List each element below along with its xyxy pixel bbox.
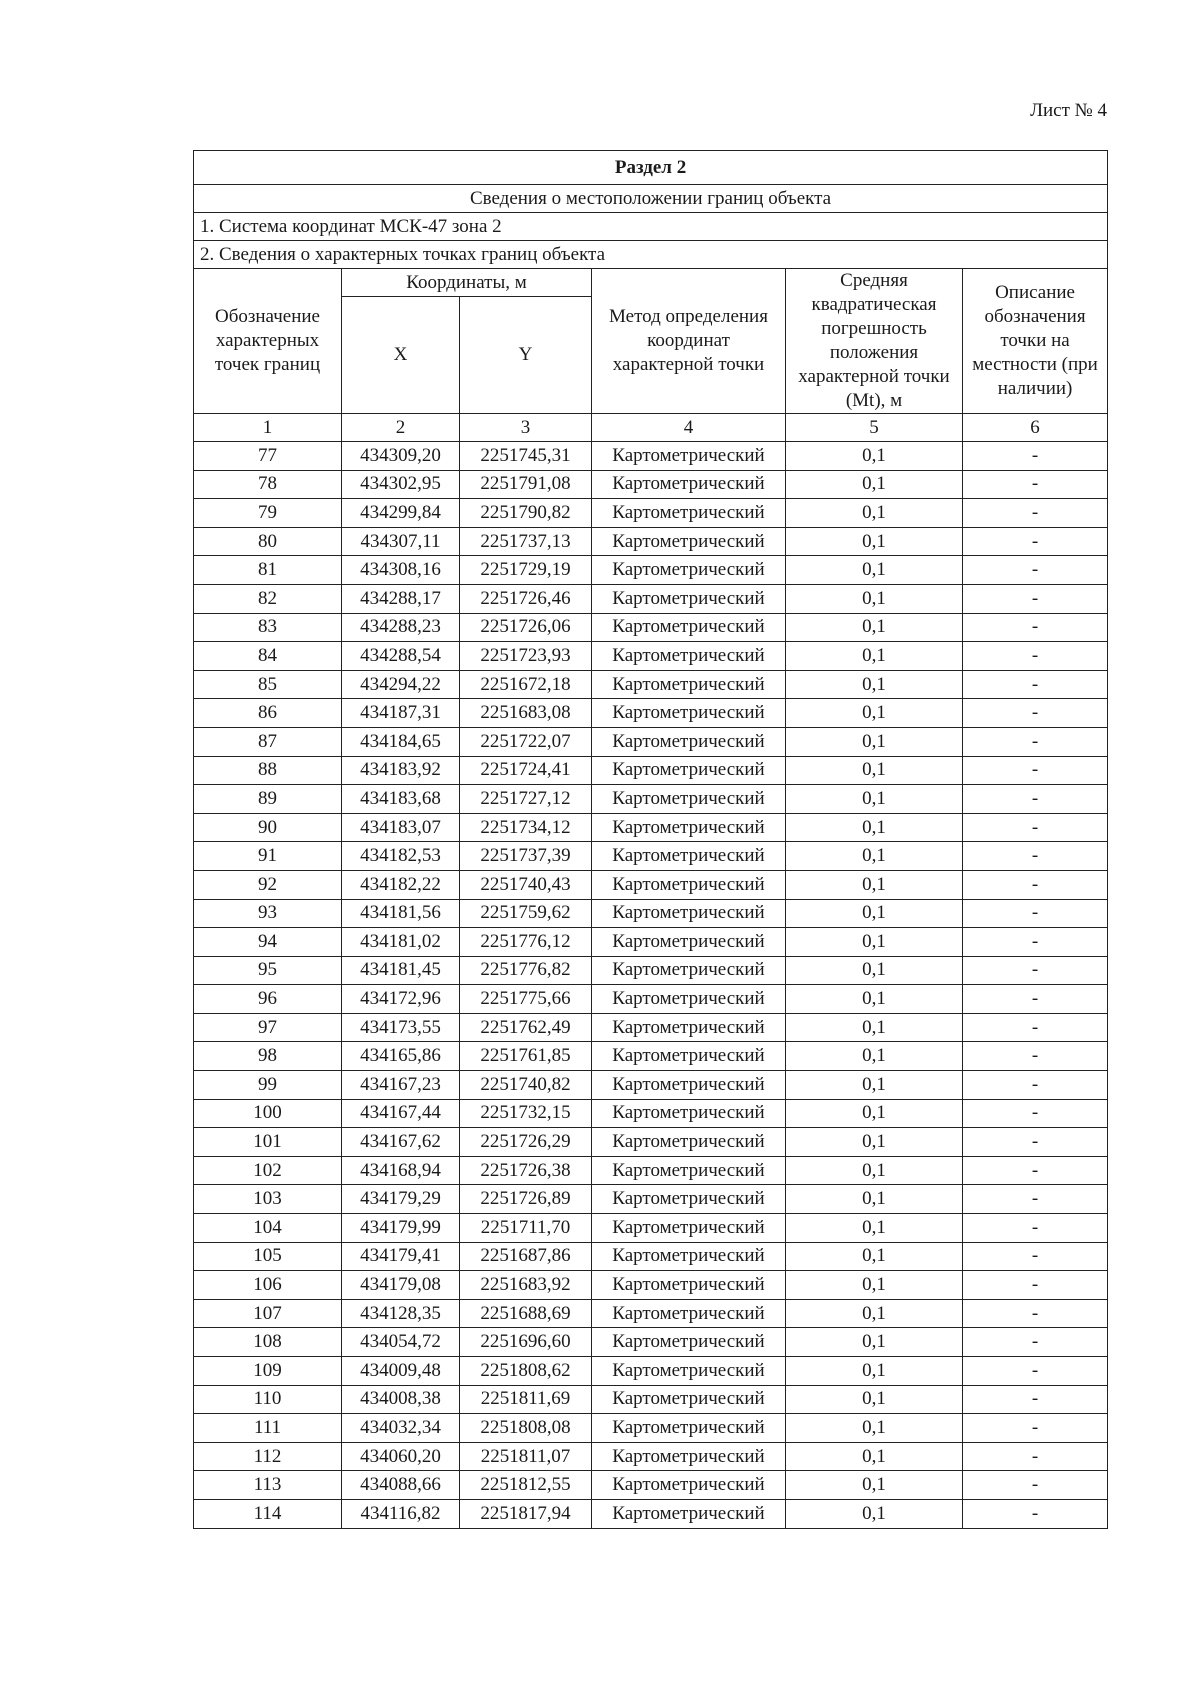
x-coordinate-cell: 434167,44 <box>342 1099 460 1128</box>
column-number: 4 <box>592 414 786 442</box>
description-cell: - <box>963 1185 1108 1214</box>
table-row <box>194 470 1108 499</box>
error-cell: 0,1 <box>786 1414 963 1443</box>
error-cell: 0,1 <box>786 1385 963 1414</box>
error-cell: 0,1 <box>786 1271 963 1300</box>
y-coordinate-cell: 2251696,60 <box>460 1328 592 1357</box>
error-cell: 0,1 <box>786 1128 963 1157</box>
section-title: Раздел 2 <box>194 151 1108 185</box>
method-cell: Картометрический <box>592 1385 786 1414</box>
y-coordinate-cell: 2251683,08 <box>460 699 592 728</box>
method-cell: Картометрический <box>592 1156 786 1185</box>
error-cell: 0,1 <box>786 1471 963 1500</box>
method-cell: Картометрический <box>592 1099 786 1128</box>
y-coordinate-cell: 2251812,55 <box>460 1471 592 1500</box>
y-coordinate-cell: 2251737,39 <box>460 842 592 871</box>
x-coordinate-cell: 434179,08 <box>342 1271 460 1300</box>
point-number-cell: 100 <box>194 1099 342 1128</box>
y-coordinate-cell: 2251791,08 <box>460 470 592 499</box>
table-body <box>194 442 1108 1529</box>
method-cell: Картометрический <box>592 870 786 899</box>
method-cell: Картометрический <box>592 1214 786 1243</box>
x-coordinate-cell: 434288,23 <box>342 613 460 642</box>
column-number: 3 <box>460 414 592 442</box>
method-cell: Картометрический <box>592 985 786 1014</box>
x-coordinate-cell: 434307,11 <box>342 527 460 556</box>
table-row <box>194 1214 1108 1243</box>
point-number-cell: 112 <box>194 1442 342 1471</box>
description-cell: - <box>963 1385 1108 1414</box>
error-cell: 0,1 <box>786 499 963 528</box>
error-cell: 0,1 <box>786 527 963 556</box>
table-row <box>194 699 1108 728</box>
error-cell: 0,1 <box>786 1499 963 1528</box>
x-coordinate-cell: 434179,29 <box>342 1185 460 1214</box>
point-number-cell: 104 <box>194 1214 342 1243</box>
point-number-cell: 97 <box>194 1013 342 1042</box>
header-description: Описание обозначения точки на местности (при наличии) <box>963 269 1108 414</box>
error-cell: 0,1 <box>786 870 963 899</box>
x-coordinate-cell: 434183,92 <box>342 756 460 785</box>
description-cell: - <box>963 1328 1108 1357</box>
description-cell: - <box>963 1357 1108 1386</box>
y-coordinate-cell: 2251688,69 <box>460 1299 592 1328</box>
error-cell: 0,1 <box>786 1299 963 1328</box>
header-y: Y <box>460 297 592 414</box>
point-number-cell: 77 <box>194 442 342 471</box>
error-cell: 0,1 <box>786 756 963 785</box>
x-coordinate-cell: 434088,66 <box>342 1471 460 1500</box>
point-number-cell: 82 <box>194 584 342 613</box>
header-point-designation: Обозначение характерных точек границ <box>194 269 342 414</box>
description-cell: - <box>963 1042 1108 1071</box>
point-number-cell: 86 <box>194 699 342 728</box>
description-cell: - <box>963 1471 1108 1500</box>
method-cell: Картометрический <box>592 1013 786 1042</box>
method-cell: Картометрический <box>592 442 786 471</box>
point-number-cell: 80 <box>194 527 342 556</box>
error-cell: 0,1 <box>786 642 963 671</box>
column-number: 5 <box>786 414 963 442</box>
method-cell: Картометрический <box>592 584 786 613</box>
table-row <box>194 1499 1108 1528</box>
x-coordinate-cell: 434182,22 <box>342 870 460 899</box>
table-row <box>194 985 1108 1014</box>
y-coordinate-cell: 2251817,94 <box>460 1499 592 1528</box>
table-row <box>194 785 1108 814</box>
y-coordinate-cell: 2251726,89 <box>460 1185 592 1214</box>
error-cell: 0,1 <box>786 727 963 756</box>
table-row <box>194 928 1108 957</box>
method-cell: Картометрический <box>592 613 786 642</box>
method-cell: Картометрический <box>592 1299 786 1328</box>
method-cell: Картометрический <box>592 842 786 871</box>
error-cell: 0,1 <box>786 613 963 642</box>
description-cell: - <box>963 985 1108 1014</box>
description-cell: - <box>963 642 1108 671</box>
y-coordinate-cell: 2251776,12 <box>460 928 592 957</box>
table-row <box>194 756 1108 785</box>
x-coordinate-cell: 434179,41 <box>342 1242 460 1271</box>
y-coordinate-cell: 2251811,07 <box>460 1442 592 1471</box>
header-coordinates: Координаты, м <box>342 269 592 297</box>
x-coordinate-cell: 434179,99 <box>342 1214 460 1243</box>
table-row <box>194 527 1108 556</box>
point-number-cell: 94 <box>194 928 342 957</box>
y-coordinate-cell: 2251724,41 <box>460 756 592 785</box>
x-coordinate-cell: 434187,31 <box>342 699 460 728</box>
point-number-cell: 84 <box>194 642 342 671</box>
x-coordinate-cell: 434009,48 <box>342 1357 460 1386</box>
y-coordinate-cell: 2251722,07 <box>460 727 592 756</box>
y-coordinate-cell: 2251759,62 <box>460 899 592 928</box>
y-coordinate-cell: 2251687,86 <box>460 1242 592 1271</box>
description-cell: - <box>963 1013 1108 1042</box>
point-number-cell: 101 <box>194 1128 342 1157</box>
description-cell: - <box>963 442 1108 471</box>
point-number-cell: 78 <box>194 470 342 499</box>
y-coordinate-cell: 2251776,82 <box>460 956 592 985</box>
point-number-cell: 83 <box>194 613 342 642</box>
description-cell: - <box>963 1156 1108 1185</box>
error-cell: 0,1 <box>786 1156 963 1185</box>
description-cell: - <box>963 1214 1108 1243</box>
y-coordinate-cell: 2251740,82 <box>460 1071 592 1100</box>
description-cell: - <box>963 556 1108 585</box>
error-cell: 0,1 <box>786 1357 963 1386</box>
error-cell: 0,1 <box>786 928 963 957</box>
table-row <box>194 1128 1108 1157</box>
y-coordinate-cell: 2251761,85 <box>460 1042 592 1071</box>
table-row <box>194 556 1108 585</box>
x-coordinate-cell: 434288,54 <box>342 642 460 671</box>
point-number-cell: 95 <box>194 956 342 985</box>
description-cell: - <box>963 1128 1108 1157</box>
table-row <box>194 1299 1108 1328</box>
description-cell: - <box>963 756 1108 785</box>
point-number-cell: 96 <box>194 985 342 1014</box>
section-subtitle: Сведения о местоположении границ объекта <box>194 185 1108 213</box>
x-coordinate-cell: 434032,34 <box>342 1414 460 1443</box>
x-coordinate-cell: 434183,07 <box>342 813 460 842</box>
x-coordinate-cell: 434008,38 <box>342 1385 460 1414</box>
error-cell: 0,1 <box>786 556 963 585</box>
y-coordinate-cell: 2251762,49 <box>460 1013 592 1042</box>
x-coordinate-cell: 434128,35 <box>342 1299 460 1328</box>
y-coordinate-cell: 2251727,12 <box>460 785 592 814</box>
point-number-cell: 113 <box>194 1471 342 1500</box>
x-coordinate-cell: 434060,20 <box>342 1442 460 1471</box>
x-coordinate-cell: 434168,94 <box>342 1156 460 1185</box>
method-cell: Картометрический <box>592 1271 786 1300</box>
method-cell: Картометрический <box>592 1499 786 1528</box>
error-cell: 0,1 <box>786 1242 963 1271</box>
x-coordinate-cell: 434302,95 <box>342 470 460 499</box>
x-coordinate-cell: 434054,72 <box>342 1328 460 1357</box>
description-cell: - <box>963 1442 1108 1471</box>
error-cell: 0,1 <box>786 1099 963 1128</box>
point-number-cell: 105 <box>194 1242 342 1271</box>
method-cell: Картометрический <box>592 727 786 756</box>
description-cell: - <box>963 499 1108 528</box>
x-coordinate-cell: 434184,65 <box>342 727 460 756</box>
x-coordinate-cell: 434172,96 <box>342 985 460 1014</box>
point-number-cell: 98 <box>194 1042 342 1071</box>
error-cell: 0,1 <box>786 584 963 613</box>
method-cell: Картометрический <box>592 642 786 671</box>
y-coordinate-cell: 2251732,15 <box>460 1099 592 1128</box>
method-cell: Картометрический <box>592 1357 786 1386</box>
table-row <box>194 1357 1108 1386</box>
table-row <box>194 1099 1108 1128</box>
point-number-cell: 81 <box>194 556 342 585</box>
point-number-cell: 87 <box>194 727 342 756</box>
method-cell: Картометрический <box>592 527 786 556</box>
y-coordinate-cell: 2251726,38 <box>460 1156 592 1185</box>
point-number-cell: 110 <box>194 1385 342 1414</box>
y-coordinate-cell: 2251683,92 <box>460 1271 592 1300</box>
point-number-cell: 89 <box>194 785 342 814</box>
table-row <box>194 1471 1108 1500</box>
description-cell: - <box>963 870 1108 899</box>
method-cell: Картометрический <box>592 1042 786 1071</box>
table-row <box>194 1328 1108 1357</box>
method-cell: Картометрический <box>592 813 786 842</box>
table-row <box>194 499 1108 528</box>
x-coordinate-cell: 434167,62 <box>342 1128 460 1157</box>
description-cell: - <box>963 956 1108 985</box>
column-number: 6 <box>963 414 1108 442</box>
point-number-cell: 93 <box>194 899 342 928</box>
table-row <box>194 727 1108 756</box>
description-cell: - <box>963 1242 1108 1271</box>
error-cell: 0,1 <box>786 813 963 842</box>
description-cell: - <box>963 1299 1108 1328</box>
description-cell: - <box>963 785 1108 814</box>
error-cell: 0,1 <box>786 1013 963 1042</box>
y-coordinate-cell: 2251740,43 <box>460 870 592 899</box>
header-method: Метод определения координат характерной точки <box>592 269 786 414</box>
error-cell: 0,1 <box>786 899 963 928</box>
y-coordinate-cell: 2251734,12 <box>460 813 592 842</box>
method-cell: Картометрический <box>592 1242 786 1271</box>
description-cell: - <box>963 1099 1108 1128</box>
y-coordinate-cell: 2251775,66 <box>460 985 592 1014</box>
x-coordinate-cell: 434183,68 <box>342 785 460 814</box>
method-cell: Картометрический <box>592 1442 786 1471</box>
point-number-cell: 114 <box>194 1499 342 1528</box>
y-coordinate-cell: 2251745,31 <box>460 442 592 471</box>
y-coordinate-cell: 2251808,62 <box>460 1357 592 1386</box>
table-row <box>194 1385 1108 1414</box>
table-row <box>194 899 1108 928</box>
x-coordinate-cell: 434182,53 <box>342 842 460 871</box>
y-coordinate-cell: 2251811,69 <box>460 1385 592 1414</box>
method-cell: Картометрический <box>592 1185 786 1214</box>
y-coordinate-cell: 2251729,19 <box>460 556 592 585</box>
error-cell: 0,1 <box>786 1042 963 1071</box>
description-cell: - <box>963 1414 1108 1443</box>
x-coordinate-cell: 434181,02 <box>342 928 460 957</box>
error-cell: 0,1 <box>786 699 963 728</box>
method-cell: Картометрический <box>592 956 786 985</box>
x-coordinate-cell: 434167,23 <box>342 1071 460 1100</box>
point-number-cell: 108 <box>194 1328 342 1357</box>
table-row <box>194 813 1108 842</box>
point-number-cell: 111 <box>194 1414 342 1443</box>
table-row <box>194 584 1108 613</box>
table-row <box>194 642 1108 671</box>
error-cell: 0,1 <box>786 1328 963 1357</box>
error-cell: 0,1 <box>786 470 963 499</box>
method-cell: Картометрический <box>592 785 786 814</box>
column-number: 1 <box>194 414 342 442</box>
y-coordinate-cell: 2251726,29 <box>460 1128 592 1157</box>
method-cell: Картометрический <box>592 670 786 699</box>
description-cell: - <box>963 527 1108 556</box>
method-cell: Картометрический <box>592 1128 786 1157</box>
table-row <box>194 1042 1108 1071</box>
table-row <box>194 1013 1108 1042</box>
description-cell: - <box>963 1071 1108 1100</box>
points-heading: 2. Сведения о характерных точках границ объекта <box>194 241 1108 269</box>
point-number-cell: 79 <box>194 499 342 528</box>
error-cell: 0,1 <box>786 956 963 985</box>
header-error: Средняя квадратическая погрешность положения характерной точки (Mt), м <box>786 269 963 414</box>
y-coordinate-cell: 2251726,46 <box>460 584 592 613</box>
description-cell: - <box>963 699 1108 728</box>
x-coordinate-cell: 434294,22 <box>342 670 460 699</box>
table-row <box>194 1156 1108 1185</box>
table-row <box>194 1242 1108 1271</box>
method-cell: Картометрический <box>592 499 786 528</box>
point-number-cell: 103 <box>194 1185 342 1214</box>
method-cell: Картометрический <box>592 1071 786 1100</box>
description-cell: - <box>963 584 1108 613</box>
description-cell: - <box>963 727 1108 756</box>
description-cell: - <box>963 899 1108 928</box>
x-coordinate-cell: 434116,82 <box>342 1499 460 1528</box>
column-number: 2 <box>342 414 460 442</box>
table-row <box>194 842 1108 871</box>
description-cell: - <box>963 670 1108 699</box>
y-coordinate-cell: 2251711,70 <box>460 1214 592 1243</box>
y-coordinate-cell: 2251726,06 <box>460 613 592 642</box>
point-number-cell: 88 <box>194 756 342 785</box>
table-row <box>194 613 1108 642</box>
point-number-cell: 109 <box>194 1357 342 1386</box>
x-coordinate-cell: 434181,56 <box>342 899 460 928</box>
x-coordinate-cell: 434288,17 <box>342 584 460 613</box>
method-cell: Картометрический <box>592 756 786 785</box>
y-coordinate-cell: 2251808,08 <box>460 1414 592 1443</box>
point-number-cell: 85 <box>194 670 342 699</box>
header-x: X <box>342 297 460 414</box>
point-number-cell: 107 <box>194 1299 342 1328</box>
method-cell: Картометрический <box>592 470 786 499</box>
table-row <box>194 1185 1108 1214</box>
boundary-points-table <box>193 150 1108 1529</box>
description-cell: - <box>963 1271 1108 1300</box>
table-row <box>194 442 1108 471</box>
error-cell: 0,1 <box>786 670 963 699</box>
point-number-cell: 106 <box>194 1271 342 1300</box>
method-cell: Картометрический <box>592 1414 786 1443</box>
table-row <box>194 956 1108 985</box>
description-cell: - <box>963 470 1108 499</box>
method-cell: Картометрический <box>592 928 786 957</box>
x-coordinate-cell: 434165,86 <box>342 1042 460 1071</box>
point-number-cell: 102 <box>194 1156 342 1185</box>
point-number-cell: 90 <box>194 813 342 842</box>
error-cell: 0,1 <box>786 985 963 1014</box>
description-cell: - <box>963 813 1108 842</box>
point-number-cell: 99 <box>194 1071 342 1100</box>
error-cell: 0,1 <box>786 785 963 814</box>
description-cell: - <box>963 613 1108 642</box>
table-row <box>194 870 1108 899</box>
error-cell: 0,1 <box>786 442 963 471</box>
description-cell: - <box>963 928 1108 957</box>
method-cell: Картометрический <box>592 1471 786 1500</box>
sheet-number: Лист № 4 <box>1030 100 1107 121</box>
method-cell: Картометрический <box>592 1328 786 1357</box>
error-cell: 0,1 <box>786 1071 963 1100</box>
y-coordinate-cell: 2251723,93 <box>460 642 592 671</box>
x-coordinate-cell: 434309,20 <box>342 442 460 471</box>
table-row <box>194 1071 1108 1100</box>
method-cell: Картометрический <box>592 556 786 585</box>
error-cell: 0,1 <box>786 842 963 871</box>
coordinate-system: 1. Система координат МСК-47 зона 2 <box>194 213 1108 241</box>
error-cell: 0,1 <box>786 1442 963 1471</box>
point-number-cell: 92 <box>194 870 342 899</box>
point-number-cell: 91 <box>194 842 342 871</box>
y-coordinate-cell: 2251737,13 <box>460 527 592 556</box>
y-coordinate-cell: 2251790,82 <box>460 499 592 528</box>
x-coordinate-cell: 434173,55 <box>342 1013 460 1042</box>
x-coordinate-cell: 434308,16 <box>342 556 460 585</box>
error-cell: 0,1 <box>786 1214 963 1243</box>
error-cell: 0,1 <box>786 1185 963 1214</box>
table-row <box>194 1271 1108 1300</box>
description-cell: - <box>963 1499 1108 1528</box>
method-cell: Картометрический <box>592 699 786 728</box>
x-coordinate-cell: 434299,84 <box>342 499 460 528</box>
y-coordinate-cell: 2251672,18 <box>460 670 592 699</box>
description-cell: - <box>963 842 1108 871</box>
method-cell: Картометрический <box>592 899 786 928</box>
table-row <box>194 670 1108 699</box>
table-row <box>194 1414 1108 1443</box>
table-row <box>194 1442 1108 1471</box>
x-coordinate-cell: 434181,45 <box>342 956 460 985</box>
